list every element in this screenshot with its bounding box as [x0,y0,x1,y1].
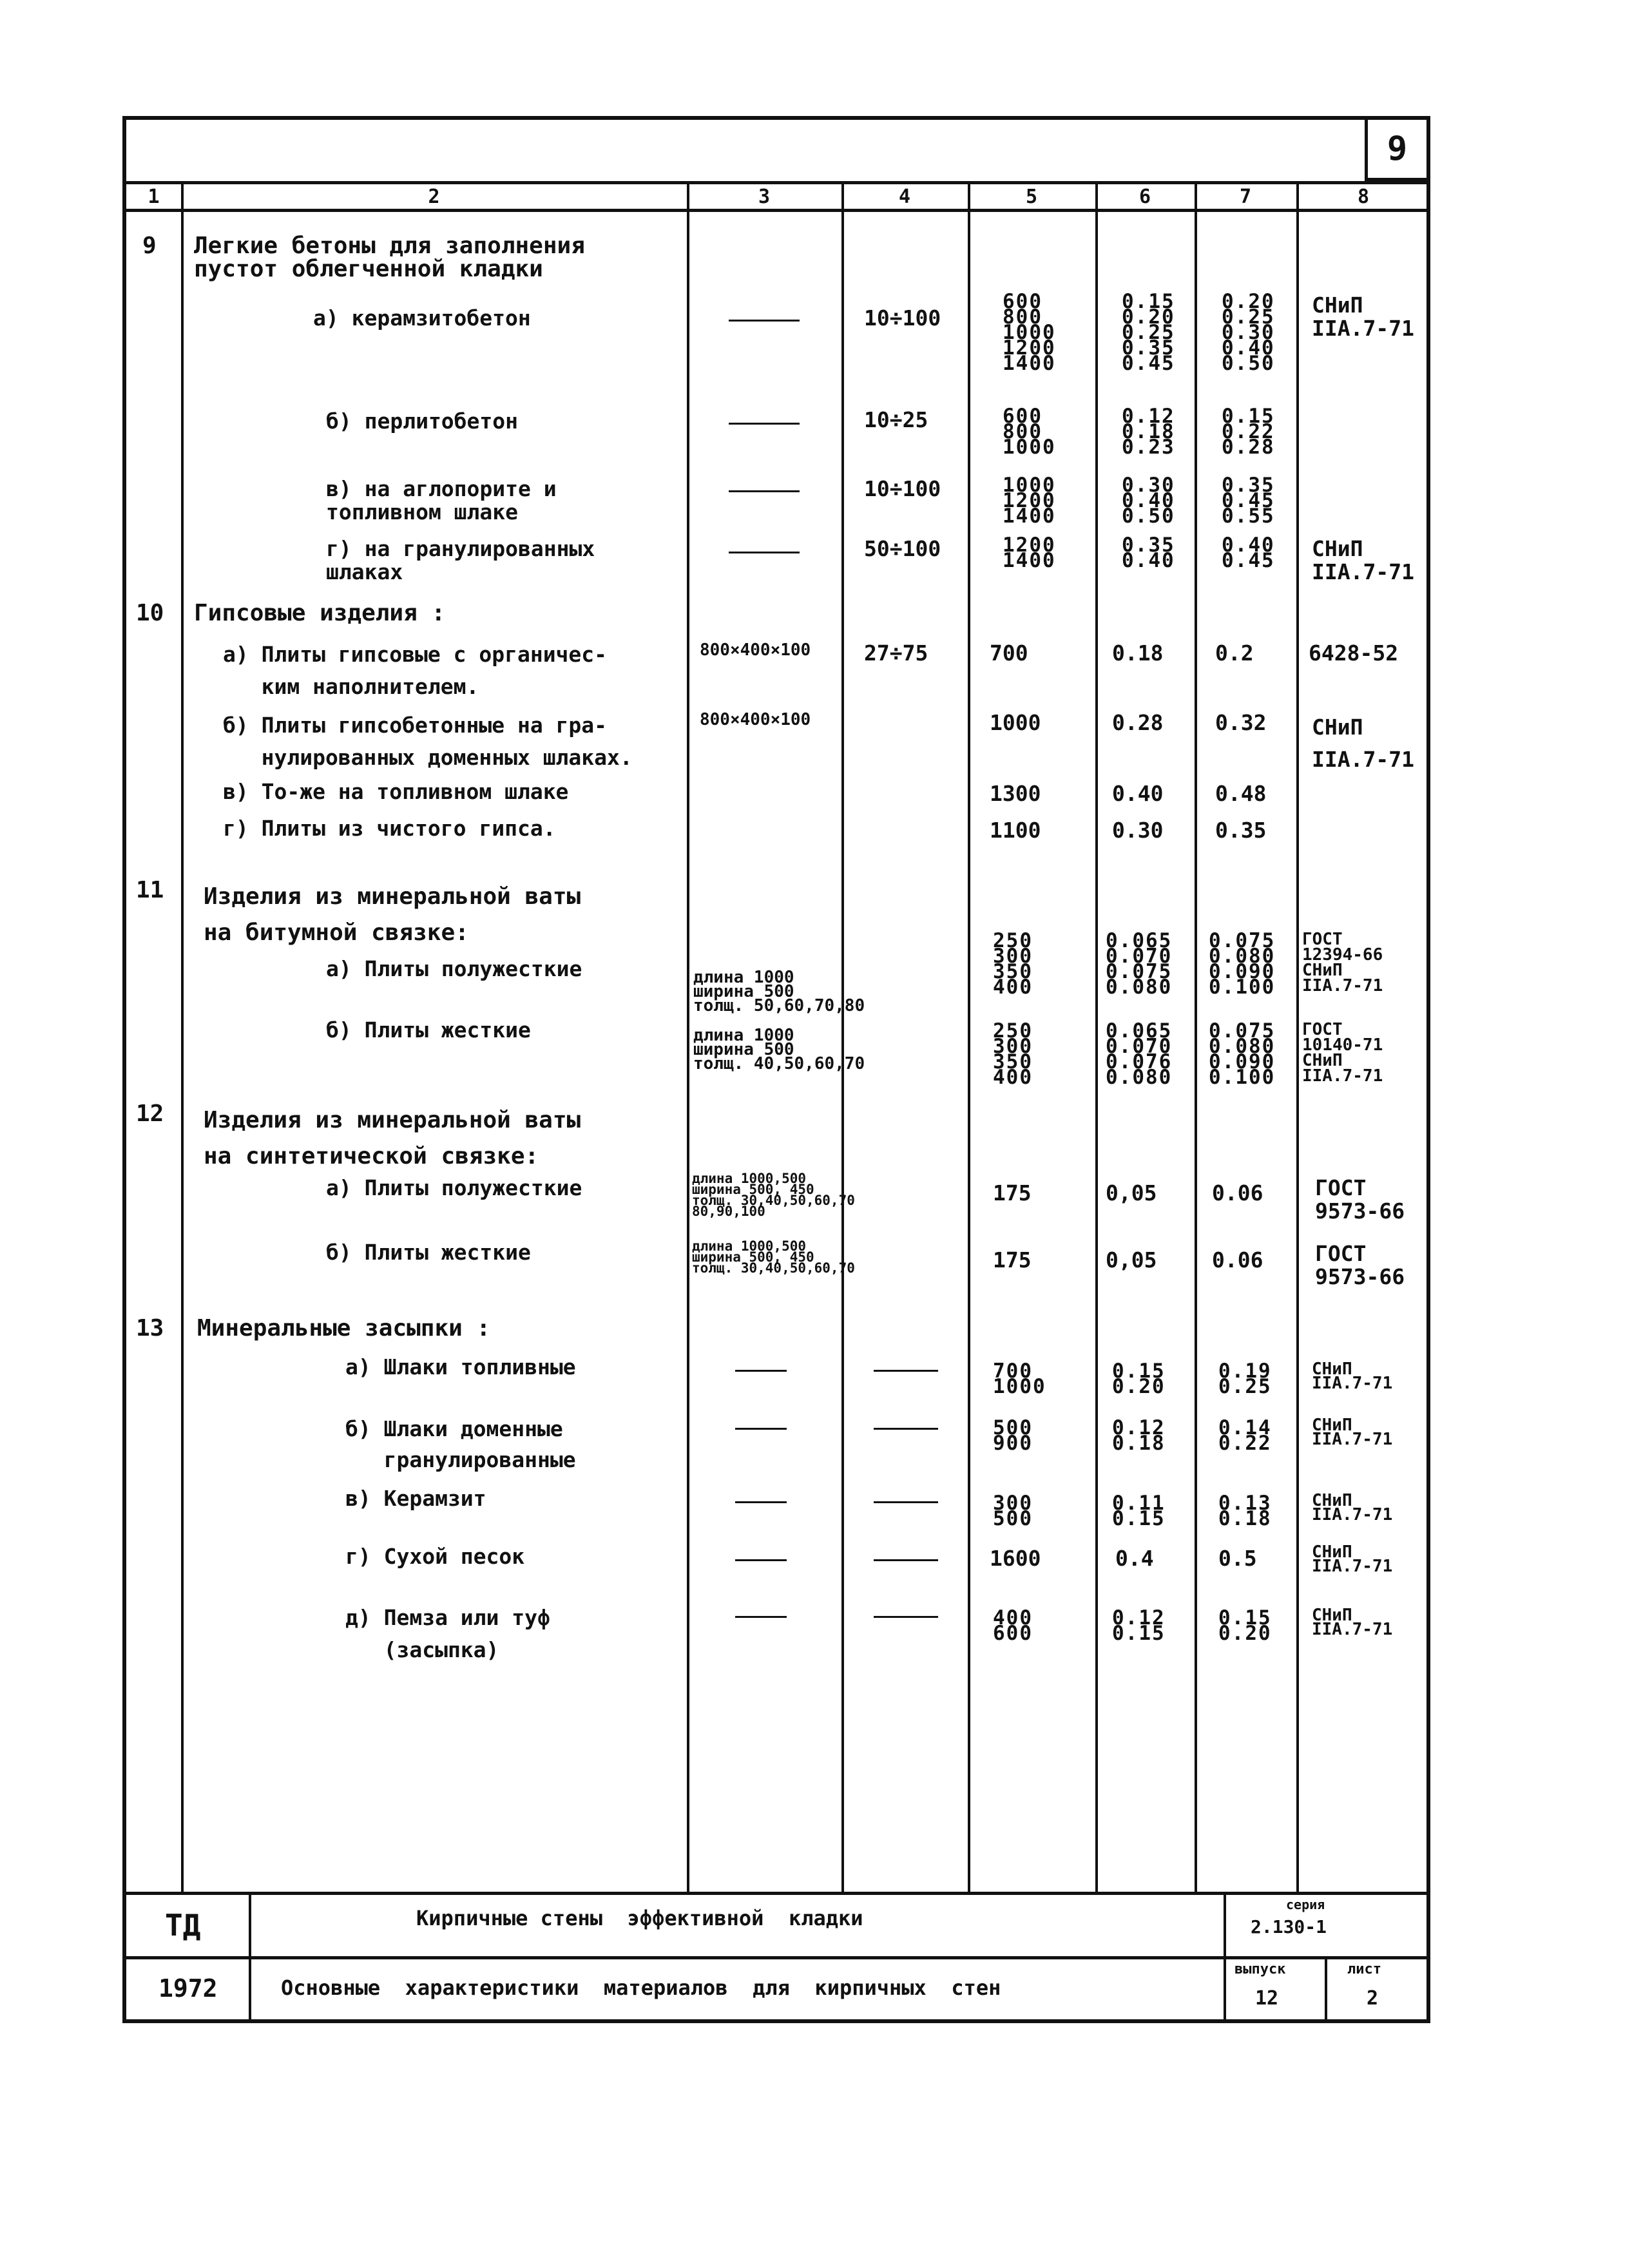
year: 1972 [158,1974,218,2003]
section-title: Гипсовые изделия : [194,600,446,626]
item-name: г) Сухой песок [345,1544,525,1569]
conductivity-dry: 0.12 0.18 [1112,1416,1166,1455]
conductivity-dry: 0.30 [1112,818,1164,843]
conductivity-design: 0.15 0.20 [1218,1606,1272,1645]
dimensions: 800×400×100 [700,640,811,660]
density: 250 300 350 400 [993,929,1033,999]
tb-rule-2 [1224,1892,1226,2019]
item-name: г) на гранулированных шлаках [326,536,595,584]
title-line-1: Кирпичные стены эффективной кладки [416,1906,863,1930]
item-name: б) Плиты гипсобетонные на гра- нулированных доменных шлаках. [223,713,633,770]
empty-dash [874,1559,938,1561]
item-name: а) керамзитобетон [313,305,531,331]
conductivity-dry: 0.12 0.18 0.23 [1122,405,1175,459]
conductivity-dry: 0.40 [1112,781,1164,806]
standard-ref: СНиП IIА.7-71 [1312,715,1414,772]
dimensions: длина 1000,500 ширина 500, 450 толщ. 30,40,50,60,70 [692,1238,855,1276]
item-name: б) перлитобетон [326,408,519,434]
density: 250 300 350 400 [993,1019,1033,1089]
conductivity-design: 0.20 0.25 0.30 0.40 0.50 [1222,290,1275,375]
density: 600 800 1000 [1003,405,1056,459]
row-number: 11 [136,877,164,903]
empty-dash [735,1370,787,1372]
standard-ref: ГОСТ 12394-66 СНиП IIА.7-71 [1302,930,1383,995]
standard-ref: 6428-52 [1309,640,1399,666]
conductivity-design: 0.14 0.22 [1218,1416,1272,1455]
standard-ref: СНиП IIА.7-71 [1312,293,1414,341]
col-rule-1 [181,181,184,1892]
conductivity-dry: 0.12 0.15 [1112,1606,1166,1645]
conductivity-dry: 0,05 [1106,1247,1157,1273]
conductivity-design: 0.06 [1212,1247,1263,1273]
col-header-3: 3 [758,185,771,208]
section-title: Легкие бетоны для заполнения пустот облегченной кладки [194,233,585,282]
series-value: 2.130-1 [1251,1916,1327,1937]
size-range: 50÷100 [864,536,941,561]
tb-rule-1 [249,1892,251,2019]
density: 175 [993,1247,1032,1273]
conductivity-dry: 0.4 [1115,1546,1154,1571]
density: 175 [993,1180,1032,1206]
conductivity-design: 0.5 [1218,1546,1257,1571]
size-range: 10÷100 [864,476,941,501]
conductivity-design: 0.32 [1215,710,1267,735]
conductivity-design: 0.35 [1215,818,1267,843]
col-rule-7 [1296,181,1299,1892]
empty-dash [729,320,800,322]
row-number: 9 [142,233,157,259]
sheet-value: 2 [1367,1987,1379,2010]
empty-dash [735,1428,787,1430]
standard-ref: СНиП IIА.7-71 [1312,1491,1393,1524]
empty-dash [874,1428,938,1430]
dimensions: длина 1000,500 ширина 500, 450 толщ. 30,40,50,60,70 80,90,100 [692,1171,855,1219]
empty-dash [729,490,800,492]
empty-dash [735,1616,787,1618]
empty-dash [729,552,800,553]
empty-dash [729,423,800,425]
issue-value: 12 [1255,1987,1279,2010]
section-title: Изделия из минеральной ваты на синтетической связке: [204,1107,581,1169]
density: 1300 [990,781,1041,806]
conductivity-dry: 0.28 [1112,710,1164,735]
size-range: 10÷100 [864,305,941,331]
sheet-label: лист [1347,1961,1381,1977]
density: 300 500 [993,1492,1033,1530]
row-number: 13 [136,1315,164,1341]
density: 700 [990,640,1028,666]
conductivity-design: 0.075 0.080 0.090 0.100 [1209,1019,1276,1089]
item-name: г) Плиты из чистого гипса. [223,816,556,841]
conductivity-design: 0.13 0.18 [1218,1492,1272,1530]
item-name: в) То-же на топливном шлаке [223,779,569,804]
conductivity-design: 0.40 0.45 [1222,533,1275,572]
conductivity-design: 0.06 [1212,1180,1263,1206]
header-bottom-rule [126,209,1426,212]
item-name: в) на аглопорите и топливном шлаке [326,476,557,524]
conductivity-design: 0.15 0.22 0.28 [1222,405,1275,459]
size-range: 27÷75 [864,640,928,666]
density: 700 1000 [993,1360,1046,1398]
dimensions: длина 1000 ширина 500 толщ. 40,50,60,70 [693,1026,865,1073]
standard-ref: ГОСТ 10140-71 СНиП IIА.7-71 [1302,1020,1383,1086]
standard-ref: СНиП IIА.7-71 [1312,1416,1393,1449]
size-range: 10÷25 [864,407,928,432]
issue-label: выпуск [1234,1961,1286,1977]
standard-ref: СНиП IIА.7-71 [1312,1542,1393,1576]
standard-ref: ГОСТ 9573-66 [1315,1241,1405,1289]
section-title: Минеральные засыпки : [197,1315,491,1341]
density: 1200 1400 [1003,533,1056,572]
item-name: а) Плиты гипсовые с органичес- ким наполнителем. [223,642,608,699]
col-rule-4 [968,181,970,1892]
density: 1000 1200 1400 [1003,474,1056,528]
conductivity-design: 0.48 [1215,781,1267,806]
item-name: б) Плиты жесткие [326,1017,531,1043]
item-name: в) Керамзит [345,1486,486,1511]
col-header-4: 4 [898,185,911,208]
col-rule-6 [1195,181,1197,1892]
density: 400 600 [993,1606,1033,1645]
conductivity-design: 0.19 0.25 [1218,1360,1272,1398]
col-header-7: 7 [1239,185,1252,208]
empty-dash [874,1501,938,1503]
empty-dash [874,1370,938,1372]
section-title: Изделия из минеральной ваты на битумной связке: [204,883,581,946]
series-label: серия [1286,1897,1325,1912]
item-name: б) Шлаки доменные гранулированные [345,1416,576,1472]
dimensions: длина 1000 ширина 500 толщ. 50,60,70,80 [693,968,865,1015]
conductivity-design: 0.2 [1215,640,1254,666]
conductivity-dry: 0.18 [1112,640,1164,666]
col-header-6: 6 [1138,185,1151,208]
density: 1100 [990,818,1041,843]
density: 1600 [990,1546,1041,1571]
conductivity-dry: 0,05 [1106,1180,1157,1206]
org-code: ТД [165,1908,201,1943]
density: 600 800 1000 1200 1400 [1003,290,1056,375]
conductivity-dry: 0.15 0.20 [1112,1360,1166,1398]
standard-ref: СНиП IIА.7-71 [1312,1360,1393,1393]
item-name: б) Плиты жесткие [326,1240,531,1265]
title-block-top-rule [126,1892,1426,1895]
drawing-sheet [122,116,1430,2023]
density: 1000 [990,710,1041,735]
item-name: а) Плиты полужесткие [326,956,582,981]
conductivity-dry: 0.11 0.15 [1112,1492,1166,1530]
conductivity-design: 0.075 0.080 0.090 0.100 [1209,929,1276,999]
conductivity-dry: 0.15 0.20 0.25 0.35 0.45 [1122,290,1175,375]
empty-dash [874,1616,938,1618]
standard-ref: СНиП IIА.7-71 [1312,1606,1393,1639]
col-header-1: 1 [148,185,160,208]
row-number: 10 [136,600,164,626]
item-name: д) Пемза или туф (засыпка) [345,1605,550,1662]
conductivity-dry: 0.065 0.070 0.076 0.080 [1106,1019,1173,1089]
empty-dash [735,1559,787,1561]
standard-ref: СНиП IIА.7-71 [1312,536,1414,584]
conductivity-dry: 0.35 0.40 [1122,533,1175,572]
title-block-mid-rule [126,1956,1426,1959]
standard-ref: ГОСТ 9573-66 [1315,1175,1405,1224]
density: 500 900 [993,1416,1033,1455]
col-header-5: 5 [1025,185,1038,208]
tb-rule-3 [1325,1956,1327,2019]
empty-dash [735,1501,787,1503]
page-number: 9 [1365,120,1426,181]
col-header-2: 2 [428,185,440,208]
title-line-2: Основные характеристики материалов для кирпичных стен [281,1975,1001,2000]
conductivity-design: 0.35 0.45 0.55 [1222,474,1275,528]
col-rule-5 [1095,181,1098,1892]
col-rule-2 [687,181,689,1892]
item-name: а) Плиты полужесткие [326,1175,582,1200]
col-header-8: 8 [1357,185,1370,208]
row-number: 12 [136,1100,164,1127]
item-name: а) Шлаки топливные [345,1354,576,1379]
conductivity-dry: 0.065 0.070 0.075 0.080 [1106,929,1173,999]
dimensions: 800×400×100 [700,710,811,729]
conductivity-dry: 0.30 0.40 0.50 [1122,474,1175,528]
